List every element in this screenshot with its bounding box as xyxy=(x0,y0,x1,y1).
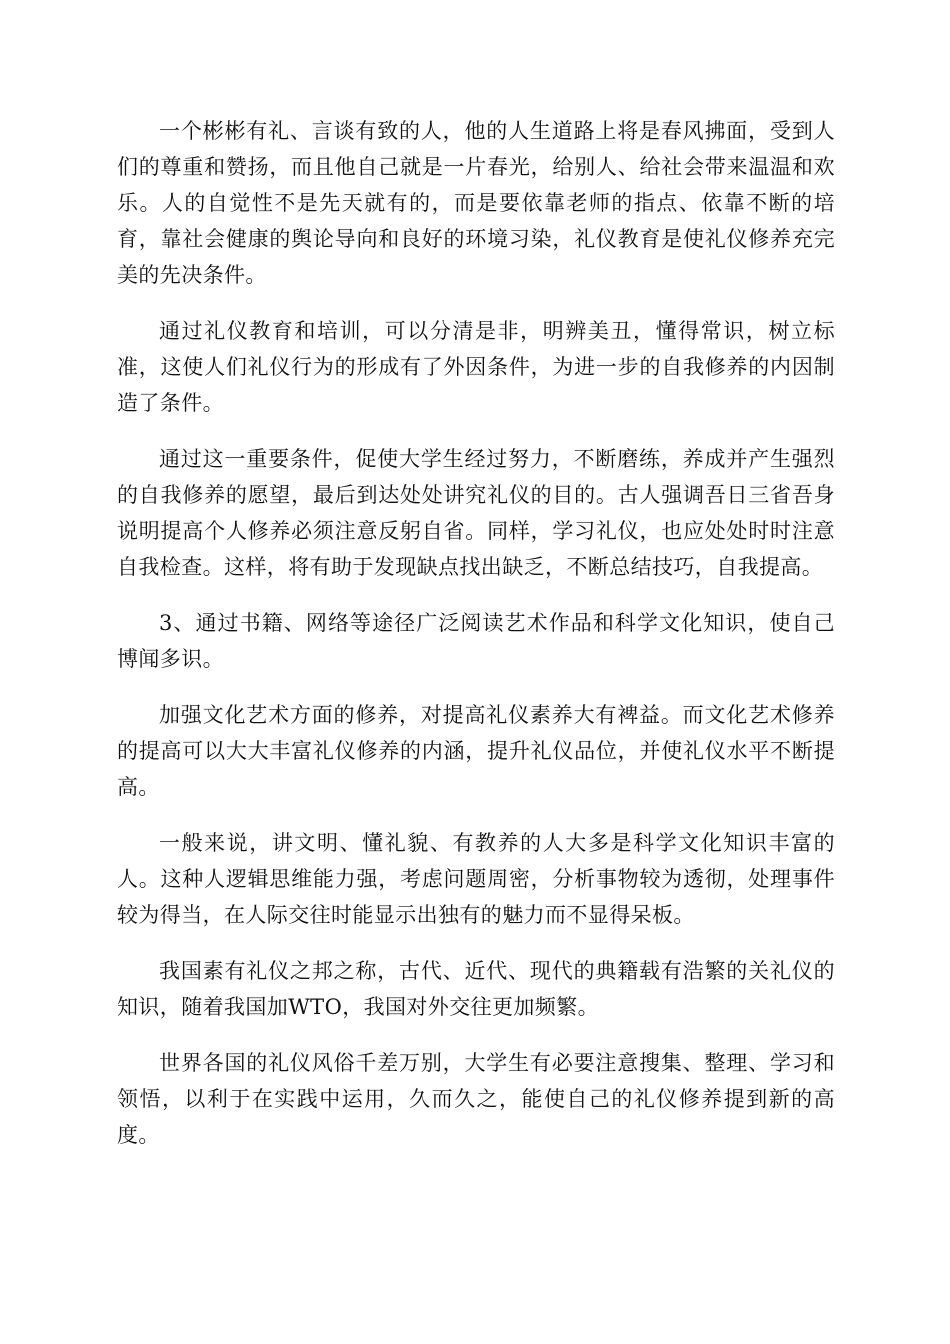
paragraph-1: 一个彬彬有礼、言谈有致的人，他的人生道路上将是春风拂面，受到人们的尊重和赞扬，而且他自己就是一片春光，给别人、给社会带来温温和欢乐。人的自觉性不是先天就有的，而是要依靠老师的指点、依靠不断的培育，靠社会健康的舆论导向和良好的环境习染，礼仪教育是使礼仪修养充完美的先决条件。 xyxy=(117,119,835,287)
paragraph-7: 我国素有礼仪之邦之称，古代、近代、现代的典籍载有浩繁的关礼仪的知识，随着我国加WTO，我国对外交往更加频繁。 xyxy=(117,959,835,1019)
paragraph-8: 世界各国的礼仪风俗千差万别，大学生有必要注意搜集、整理、学习和领悟，以利于在实践中运用，久而久之，能使自己的礼仪修养提到新的高度。 xyxy=(117,1051,835,1147)
paragraph-5: 加强文化艺术方面的修养，对提高礼仪素养大有裨益。而文化艺术修养的提高可以大大丰富礼仪修养的内涵，提升礼仪品位，并使礼仪水平不断提高。 xyxy=(117,703,835,799)
paragraph-3: 通过这一重要条件，促使大学生经过努力，不断磨练，养成并产生强烈的自我修养的愿望，最后到达处处讲究礼仪的目的。古人强调吾日三省吾身说明提高个人修养必须注意反躬自省。同样，学习礼仪，也应处处时时注意自我检查。这样，将有助于发现缺点找出缺乏，不断总结技巧，自我提高。 xyxy=(117,447,835,579)
paragraph-4: 3、通过书籍、网络等途径广泛阅读艺术作品和科学文化知识，使自己博闻多识。 xyxy=(117,611,835,671)
paragraph-6: 一般来说，讲文明、懂礼貌、有教养的人大多是科学文化知识丰富的人。这种人逻辑思维能力强，考虑问题周密，分析事物较为透彻，处理事件较为得当，在人际交往时能显示出独有的魅力而不显得呆板。 xyxy=(117,831,835,927)
document-body xyxy=(117,113,835,1173)
paragraph-2: 通过礼仪教育和培训，可以分清是非，明辨美丑，懂得常识，树立标准，这使人们礼仪行为的形成有了外因条件，为进一步的自我修养的内因制造了条件。 xyxy=(117,319,835,415)
